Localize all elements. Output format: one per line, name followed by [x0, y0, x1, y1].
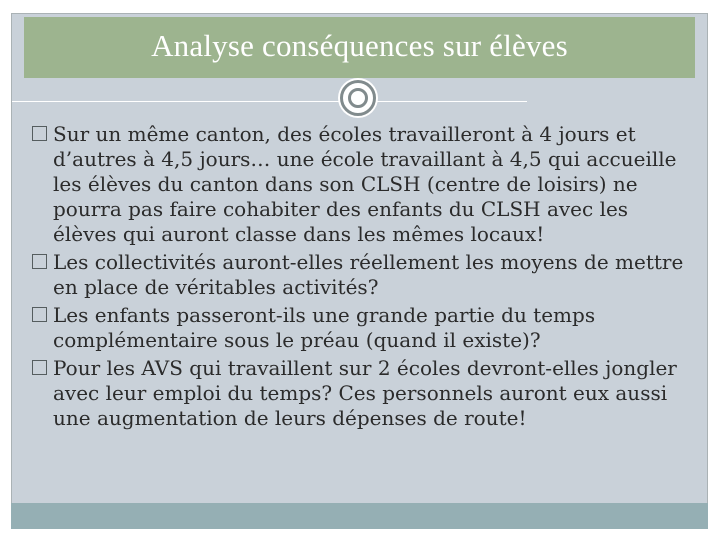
footer-bar: [11, 503, 708, 529]
checkbox-square-icon: [32, 126, 47, 141]
checkbox-square-icon: [32, 360, 47, 375]
title-bar: [24, 17, 695, 78]
bullet-text: Sur un même canton, des écoles travailleront à 4 jours et d’autres à 4,5 jours… une école travaillant à 4,5 qui accueille les élèves du canton dans son CLSH (centre de loisirs) ne pourra pas faire cohabiter des enfants du CLSH avec les élèves qui auront classe dans les mêmes locaux!: [53, 122, 677, 246]
list-item: [32, 356, 692, 431]
list-item: [32, 303, 692, 353]
bullet-text: Pour les AVS qui travaillent sur 2 écoles devront-elles jongler avec leur emploi du temps? Ces personnels auront eux aussi une augmentation de leurs dépenses de route!: [53, 356, 677, 430]
ring-inner-icon: [348, 88, 368, 108]
slide-title: Analyse conséquences sur élèves: [151, 28, 568, 63]
checkbox-square-icon: [32, 254, 47, 269]
list-item: [32, 122, 692, 247]
ring-ornament-icon: [340, 80, 376, 116]
bullet-list: [32, 122, 692, 434]
checkbox-square-icon: [32, 307, 47, 322]
bullet-text: Les enfants passeront-ils une grande partie du temps complémentaire sous le préau (quand il existe)?: [53, 303, 596, 352]
bullet-text: Les collectivités auront-elles réellement les moyens de mettre en place de véritables activités?: [53, 250, 684, 299]
list-item: [32, 250, 692, 300]
title-divider-line-right: [380, 101, 527, 102]
